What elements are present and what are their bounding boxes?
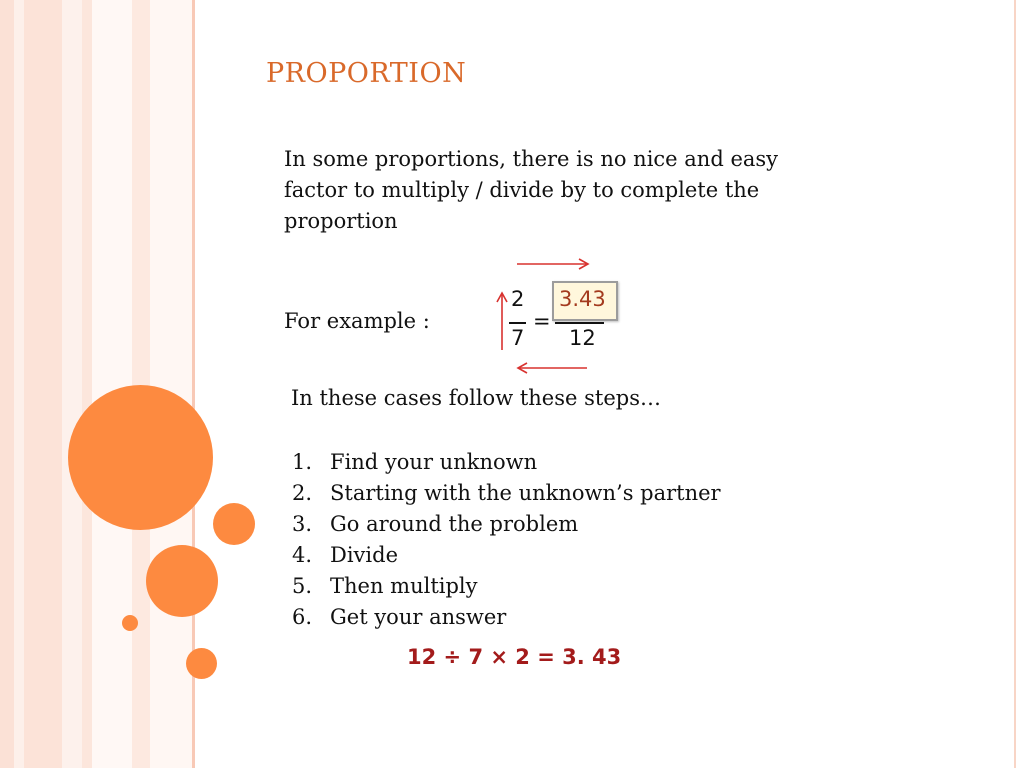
right-fraction-bar	[555, 322, 604, 324]
step-text: Go around the problem	[330, 512, 579, 536]
decor-right-line	[1014, 0, 1016, 768]
answer-value: 3.43	[559, 287, 606, 311]
decor-stripe	[132, 0, 150, 768]
left-denominator: 7	[511, 326, 525, 350]
step-number: 2.	[292, 481, 313, 505]
step-number: 1.	[292, 450, 313, 474]
step-text: Divide	[330, 543, 399, 567]
decor-circle-tiny	[122, 615, 138, 631]
bottom-left-arrow-head	[518, 363, 527, 373]
step-text: Get your answer	[330, 605, 507, 629]
decor-circle-small	[186, 648, 217, 679]
step-number: 5.	[292, 574, 313, 598]
step-item	[292, 447, 721, 478]
step-text: Starting with the unknown’s partner	[330, 481, 721, 505]
intro-text: In some proportions, there is no nice and easy factor to multiply / divide by to complete the proportion	[284, 147, 779, 233]
step-item	[292, 478, 721, 509]
decor-stripe	[0, 0, 14, 768]
decor-stripe	[62, 0, 82, 768]
step-number: 3.	[292, 512, 313, 536]
up-arrow-head	[497, 293, 507, 302]
step-item	[292, 540, 721, 571]
step-text: Find your unknown	[330, 450, 538, 474]
decor-stripe	[24, 0, 62, 768]
decor-stripe	[150, 0, 192, 768]
top-right-arrow-head	[579, 259, 588, 269]
decor-stripe	[92, 0, 132, 768]
step-item	[292, 509, 721, 540]
step-item	[292, 602, 721, 633]
step-number: 6.	[292, 605, 313, 629]
decor-stripe	[82, 0, 92, 768]
slide-title: PROPORTION	[266, 58, 467, 89]
step-number: 4.	[292, 543, 313, 567]
left-numerator: 2	[511, 287, 525, 311]
right-denominator: 12	[569, 326, 596, 350]
example-label: For example :	[284, 309, 430, 333]
answer-formula: 12 ÷ 7 × 2 = 3. 43	[407, 645, 622, 669]
step-text: Then multiply	[330, 574, 478, 598]
equals-sign: =	[533, 309, 551, 333]
decor-circle-medium	[146, 545, 218, 617]
step-item	[292, 571, 721, 602]
decor-stripe	[14, 0, 24, 768]
decor-circle-small	[213, 503, 255, 545]
decor-circle-large	[68, 385, 213, 530]
steps-intro: In these cases follow these steps…	[291, 386, 661, 410]
steps-list	[292, 447, 721, 633]
left-fraction-bar	[509, 322, 526, 324]
